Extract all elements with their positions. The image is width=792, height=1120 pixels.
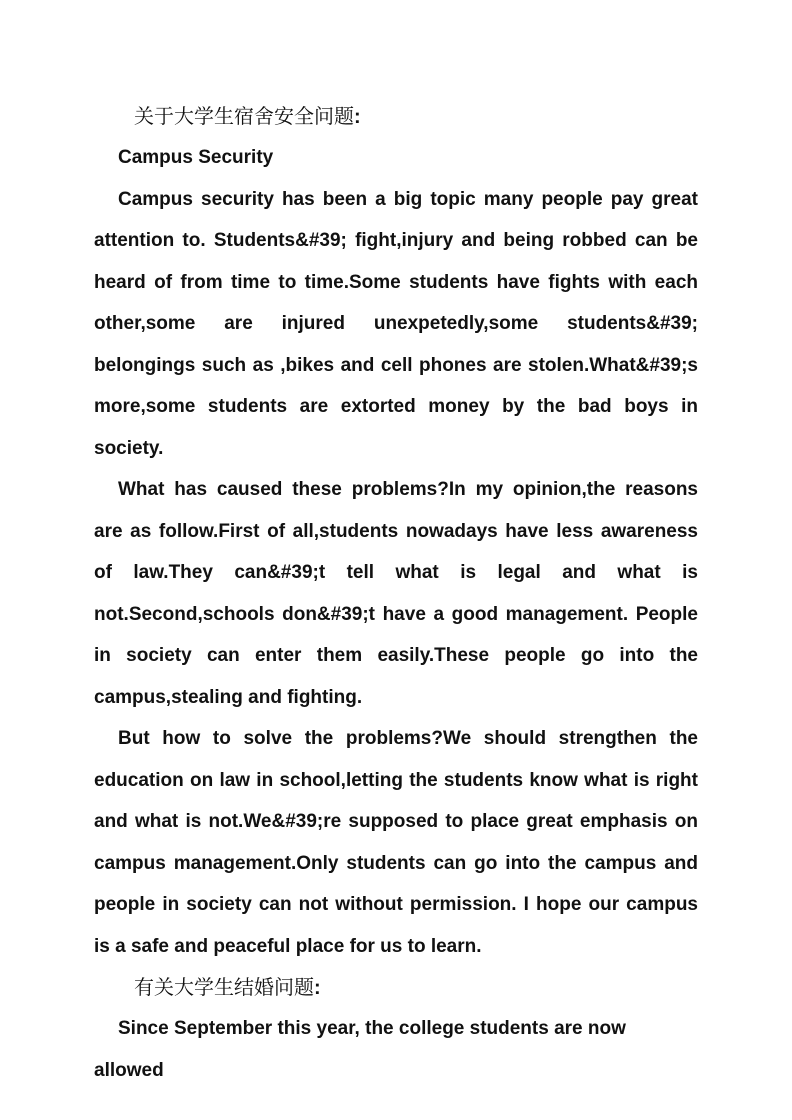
section-heading-student-marriage	[94, 967, 698, 1008]
essay-paragraph-1: Campus security has been a big topic many people pay great attention to. Students&#39; fight,injury and being robbed can be heard of from time to time.Some students have fights with each other,some are injured unexpetedly,some students&#39; belongings such as ,bikes and cell phones are stolen.What&#39;s more,some students are extorted money by the bad boys in society.	[94, 188, 698, 459]
essay-paragraph-3: But how to solve the problems?We should strengthen the education on law in school,letting the students know what is right and what is not.We&#39;re supposed to place great emphasis on campus management.Only students can go into the campus and people in society can not without permission. I hope our campus is a safe and peaceful place for us to learn.	[94, 728, 698, 957]
essay-paragraph-last: Since September this year, the college students are now allowed	[94, 1018, 626, 1081]
document-body	[94, 96, 698, 1091]
section-heading-dorm-safety	[94, 96, 698, 137]
essay-paragraph-2: What has caused these problems?In my opinion,the reasons are as follow.First of all,students nowadays have less awareness of law.They can&#39;t tell what is legal and what is not.Second,schools don&#39;t have a good management. People in society can enter them easily.These people go into the campus,stealing and fighting.	[94, 479, 698, 708]
essay-title: Campus Security	[118, 147, 274, 168]
section-heading-student-marriage-text: 有关大学生结婚问题	[134, 975, 314, 999]
section-heading-student-marriage-colon: :	[314, 977, 321, 999]
section-heading-dorm-safety-colon: :	[354, 106, 361, 128]
section-heading-dorm-safety-text: 关于大学生宿舍安全问题	[134, 104, 354, 128]
